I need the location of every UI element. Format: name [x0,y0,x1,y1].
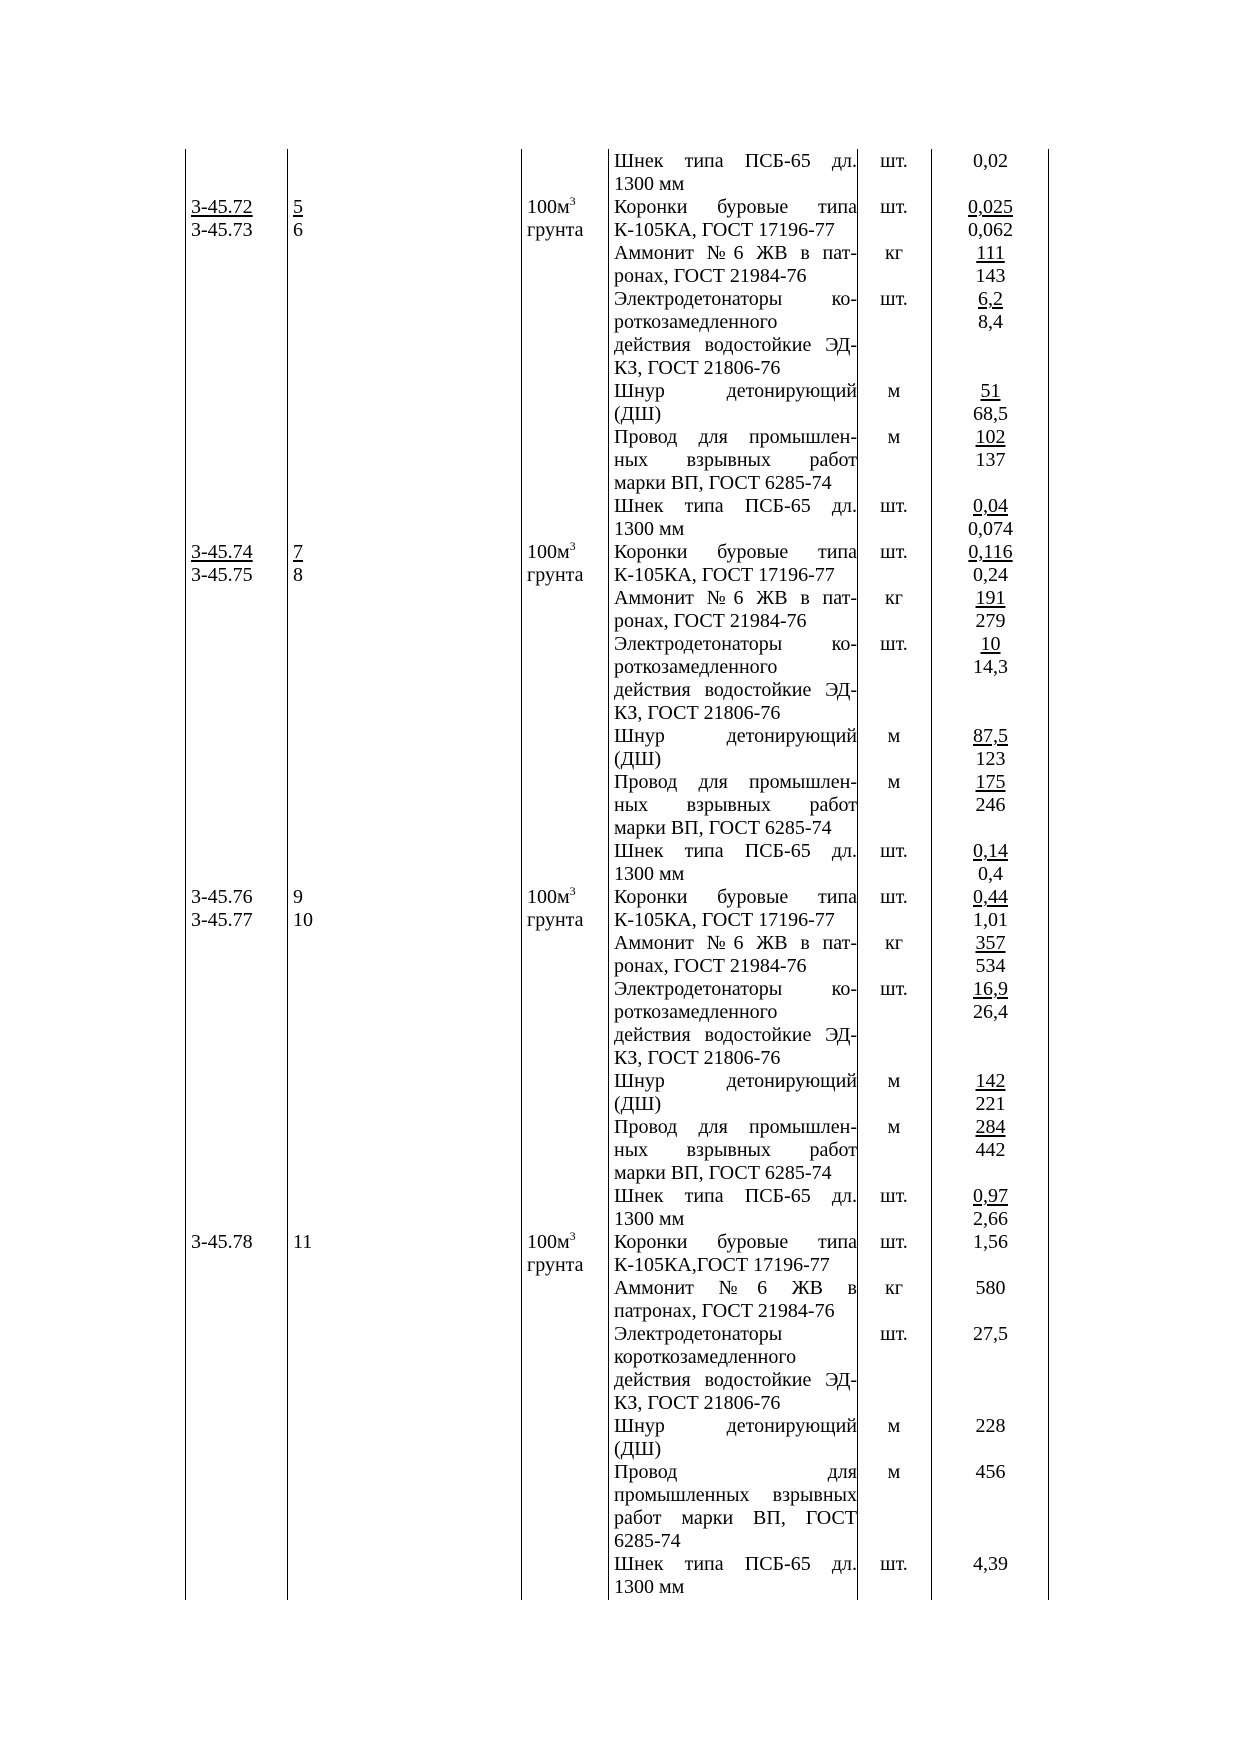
material-description-line: 1300 мм [614,1208,685,1230]
material-description-line: К-105КА, ГОСТ 17196-77 [614,564,835,586]
measure-unit: кг [885,242,903,264]
measure-unit: м [887,771,901,793]
material-description-line: роткозамедленного [614,311,778,333]
material-description-line: Шнур детонирующий [614,380,857,402]
norm-value: 0,14 [973,840,1008,862]
material-description-line: ронах, ГОСТ 21984-76 [614,610,807,632]
column-divider-3 [608,149,609,1600]
measure-unit: шт. [880,541,908,563]
material-description-line: марки ВП, ГОСТ 6285-74 [614,472,832,494]
material-description-line: Шнур детонирующий [614,725,857,747]
norm-value: 8,4 [978,311,1003,333]
row-number: 11 [293,1231,313,1253]
row-number: 10 [293,909,313,931]
material-description-line: Провод для промышлен- [614,1116,857,1138]
material-description-line: 1300 мм [614,863,685,885]
material-description-line: работ марки ВП, ГОСТ [614,1507,857,1529]
material-description-line: действия водостойкие ЭД- [614,1369,857,1391]
norm-value: 6,2 [978,288,1003,310]
norm-code: 3-45.75 [191,564,253,586]
norm-value: 68,5 [973,403,1008,425]
material-description-line: К-105КА,ГОСТ 17196-77 [614,1254,830,1276]
measure-unit: шт. [880,1231,908,1253]
measure-unit: шт. [880,495,908,517]
measure-unit: м [887,1116,901,1138]
material-description-line: ных взрывных работ [614,1139,857,1161]
measure-unit: м [887,1461,901,1483]
material-description-line: роткозамедленного [614,1001,778,1023]
material-description-line: (ДШ) [614,748,662,770]
norm-value: 0,02 [973,150,1008,172]
material-description-line: Провод для [614,1461,857,1483]
norm-value: 580 [975,1277,1006,1299]
row-number: 6 [293,219,303,241]
material-description-line: Шнек типа ПСБ-65 дл. [614,150,857,172]
measurement-unit [527,196,576,219]
norm-value: 111 [976,242,1005,264]
measurement-unit [527,1231,576,1254]
norm-code: 3-45.74 [191,541,253,563]
norm-value: 0,24 [973,564,1008,586]
measurement-unit [527,886,576,909]
measure-unit: шт. [880,1323,908,1345]
norm-value: 14,3 [973,656,1008,678]
norm-value: 175 [975,771,1006,793]
material-description-line: Коронки буровые типа [614,196,857,218]
row-number: 7 [293,541,303,563]
measurement-unit-sub: грунта [527,1254,584,1276]
material-description-line: ных взрывных работ [614,449,857,471]
column-divider-2 [521,149,522,1600]
measure-unit: кг [885,587,903,609]
material-description-line: ронах, ГОСТ 21984-76 [614,265,807,287]
norm-value: 137 [975,449,1006,471]
material-description-line: патронах, ГОСТ 21984-76 [614,1300,835,1322]
material-description-line: Провод для промышлен- [614,771,857,793]
material-description-line: Электродетонаторы ко- [614,288,857,310]
measure-unit: кг [885,1277,903,1299]
row-number: 9 [293,886,303,908]
norm-value: 0,97 [973,1185,1008,1207]
norm-value: 0,44 [973,886,1008,908]
unit-superscript: 3 [569,194,576,208]
material-description-line: КЗ, ГОСТ 21806-76 [614,357,781,379]
measure-unit: шт. [880,1553,908,1575]
norm-value: 0,04 [973,495,1008,517]
material-description-line: 1300 мм [614,1576,685,1598]
measure-unit: шт. [880,978,908,1000]
material-description-line: Провод для промышлен- [614,426,857,448]
material-description-line: К-105КА, ГОСТ 17196-77 [614,219,835,241]
norm-value: 87,5 [973,725,1008,747]
unit-main: 100м [527,1231,570,1253]
measure-unit: шт. [880,150,908,172]
material-description-line: действия водостойкие ЭД- [614,679,857,701]
material-description-line: ных взрывных работ [614,794,857,816]
measure-unit: шт. [880,288,908,310]
material-description-line: Аммонит №6 ЖВ в пат- [614,242,857,264]
material-description-line: Аммонит №6 ЖВ в пат- [614,587,857,609]
norm-value: 534 [975,955,1006,977]
material-description-line: Электродетонаторы ко- [614,978,857,1000]
material-description-line: (ДШ) [614,1093,662,1115]
norm-value: 0,074 [968,518,1013,540]
unit-main: 100м [527,541,570,563]
material-description-line: действия водостойкие ЭД- [614,1024,857,1046]
norm-value: 357 [975,932,1006,954]
measure-unit: м [887,1415,901,1437]
material-description-line: 1300 мм [614,173,685,195]
norm-value: 4,39 [973,1553,1008,1575]
material-description-line: КЗ, ГОСТ 21806-76 [614,1392,781,1414]
norm-value: 10 [980,633,1001,655]
norm-value: 284 [975,1116,1006,1138]
norm-value: 228 [975,1415,1006,1437]
norm-value: 16,9 [973,978,1008,1000]
norm-value: 123 [975,748,1006,770]
norm-value: 0,116 [968,541,1013,563]
material-description-line: Шнур детонирующий [614,1070,857,1092]
material-description-line: марки ВП, ГОСТ 6285-74 [614,817,832,839]
norm-code: 3-45.77 [191,909,253,931]
norm-value: 191 [975,587,1006,609]
measure-unit: кг [885,932,903,954]
measure-unit: шт. [880,196,908,218]
material-description-line: КЗ, ГОСТ 21806-76 [614,1047,781,1069]
material-description-line: роткозамедленного [614,656,778,678]
unit-superscript: 3 [569,1229,576,1243]
material-description-line: Шнек типа ПСБ-65 дл. [614,840,857,862]
measure-unit: шт. [880,1185,908,1207]
material-description-line: короткозамедленного [614,1346,797,1368]
measure-unit: шт. [880,886,908,908]
measurement-unit-sub: грунта [527,909,584,931]
material-description-line: ронах, ГОСТ 21984-76 [614,955,807,977]
norm-value: 27,5 [973,1323,1008,1345]
material-description-line: КЗ, ГОСТ 21806-76 [614,702,781,724]
material-description-line: действия водостойкие ЭД- [614,334,857,356]
norm-value: 51 [980,380,1001,402]
column-divider-5 [931,149,932,1600]
measure-unit: м [887,1070,901,1092]
material-description-line: Шнек типа ПСБ-65 дл. [614,495,857,517]
measure-unit: шт. [880,633,908,655]
norm-value: 221 [975,1093,1006,1115]
norm-value: 0,062 [968,219,1013,241]
norm-code: 3-45.72 [191,196,253,218]
table-border-right [1048,149,1049,1600]
material-description-line: Электродетонаторы [614,1323,783,1345]
material-description-line: Шнек типа ПСБ-65 дл. [614,1185,857,1207]
norm-value: 1,01 [973,909,1008,931]
material-description-line: Шнек типа ПСБ-65 дл. [614,1553,857,1575]
material-description-line: Электродетонаторы ко- [614,633,857,655]
measure-unit: шт. [880,840,908,862]
measurement-unit-sub: грунта [527,219,584,241]
norm-value: 0,025 [968,196,1013,218]
norm-value: 26,4 [973,1001,1008,1023]
material-description-line: (ДШ) [614,403,662,425]
norm-value: 102 [975,426,1006,448]
material-description-line: Аммонит №6 ЖВ в пат- [614,932,857,954]
material-description-line: 6285-74 [614,1530,681,1552]
row-number: 8 [293,564,303,586]
norm-value: 142 [975,1070,1006,1092]
material-description-line: Шнур детонирующий [614,1415,857,1437]
material-description-line: 1300 мм [614,518,685,540]
material-description-line: К-105КА, ГОСТ 17196-77 [614,909,835,931]
norm-code: 3-45.73 [191,219,253,241]
norm-value: 279 [975,610,1006,632]
norm-value: 442 [975,1139,1006,1161]
measure-unit: м [887,426,901,448]
measurement-unit [527,541,576,564]
norm-value: 143 [975,265,1006,287]
norm-value: 246 [975,794,1006,816]
norm-value: 1,56 [973,1231,1008,1253]
norm-value: 2,66 [973,1208,1008,1230]
norm-value: 456 [975,1461,1006,1483]
unit-superscript: 3 [569,884,576,898]
measure-unit: м [887,380,901,402]
material-description-line: Коронки буровые типа [614,886,857,908]
table-border-left [185,149,186,1600]
material-description-line: Коронки буровые типа [614,1231,857,1253]
material-description-line: промышленных взрывных [614,1484,857,1506]
norm-code: 3-45.76 [191,886,253,908]
column-divider-1 [287,149,288,1600]
material-description-line: (ДШ) [614,1438,662,1460]
unit-main: 100м [527,196,570,218]
measure-unit: м [887,725,901,747]
measurement-unit-sub: грунта [527,564,584,586]
norm-value: 0,4 [978,863,1003,885]
material-description-line: Аммонит №6 ЖВ в [614,1277,857,1299]
norm-code: 3-45.78 [191,1231,253,1253]
unit-main: 100м [527,886,570,908]
material-description-line: Коронки буровые типа [614,541,857,563]
row-number: 5 [293,196,303,218]
material-description-line: марки ВП, ГОСТ 6285-74 [614,1162,832,1184]
unit-superscript: 3 [569,539,576,553]
column-divider-4 [857,149,858,1600]
